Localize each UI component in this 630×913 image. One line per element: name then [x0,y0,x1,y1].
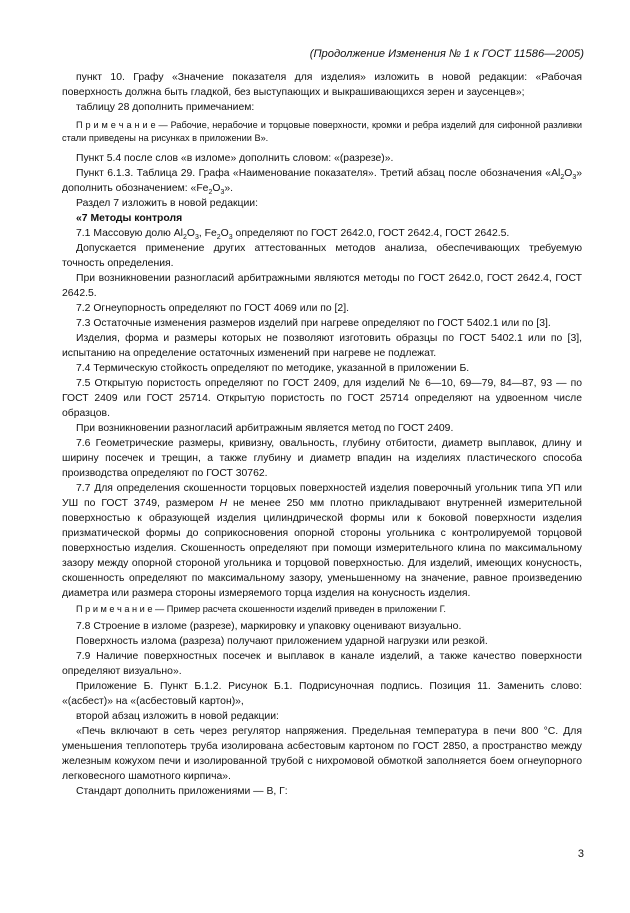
paragraph: 7.6 Геометрические размеры, кривизну, овальность, глубину отбитости, диаметр выплавок, длину и ширину посечек и трещин, а также глубину и диаметр впадин на изделиях пластического способа производства определяют по ГОСТ 30762. [62,438,582,479]
note-text: — Пример расчета скошенности изделий приведен в приложении Г. [152,604,446,614]
paragraph: 7.1 Массовую долю $Al_2O_3$, $Fe_2O_3$ определяют по ГОСТ 2642.0, ГОСТ 2642.4, ГОСТ 2642.5. [76,228,510,242]
paragraph: Пункт 5.4 после слов «в изломе» дополнить словом: «(разрезе)». [76,153,394,164]
paragraph: Приложение Б. Пункт Б.1.2. Рисунок Б.1. Подрисуночная подпись. Позиция 11. Заменить слово: «(асбест)» на «(асбестовый картон)», [62,681,582,707]
note-label: П р и м е ч а н и е [76,604,153,614]
running-header: (Продолжение Изменения № 1 к ГОСТ 11586—2005) [309,48,584,60]
paragraph: 7.4 Термическую стойкость определяют по методике, указанной в приложении Б. [76,363,470,374]
note-label: П р и м е ч а н и е [76,120,156,130]
note [62,119,582,145]
paragraph: Поверхность излома (разреза) получают приложением ударной нагрузки или резкой. [76,636,488,647]
paragraph: Изделия, форма и размеры которых не позволяют изготовить образцы по ГОСТ 5402.1 или по [3], испытанию на определение остаточных изменений при нагреве не подлежат. [62,333,582,359]
paragraph: 7.2 Огнеупорность определяют по ГОСТ 4069 или по [2]. [76,303,349,314]
paragraph: 7.7 Для определения скошенности торцовых поверхностей изделия поверочный угольник типа УП или УШ по ГОСТ 3749, размером Н не менее 250 мм плотно прикладывают внутренней измерительной поверхностью к образующей изделия цилиндрической формы или к боковой поверхности изделия призматической формы до соприкосновения опорной стороны угольника с контролируемой торцовой поверхностью изделия. Скошенность определяют при помощи измерительного клина по максимальному зазору между опорной стороной угольника и торцовой поверхностью. Для изделий, имеющих конусность, скошенность определяют по максимальному зазору, уменьшенному на значение, равное произведению диаметра или размера стороны измеряемого торца изделия на конусность изделия. [62,483,582,599]
paragraph: второй абзац изложить в новой редакции: [76,711,279,722]
paragraph: Стандарт дополнить приложениями — В, Г: [76,786,288,797]
paragraph: Допускается применение других аттестованных методов анализа, обеспечивающих требуемую точность определения. [62,243,582,269]
note-text: — Рабочие, нерабочие и торцовые поверхности, кромки и ребра изделий для сифонной разливки стали приведены на рисунках в приложении В». [62,120,582,143]
section-heading: «7 Методы контроля [76,213,183,224]
document-body [62,70,582,799]
page-number: 3 [577,848,584,860]
paragraph: «Печь включают в сеть через регулятор напряжения. Предельная температура в печи 800 °С. Для уменьшения теплопотерь труба изолирована асбестовым картоном по ГОСТ 2850, а пространство между железным кожухом печи и изолированной трубой с нихромовой обмоткой заполняется боем огнеупорного легковесного шамотного кирпича». [62,726,582,782]
paragraph: При возникновении разногласий арбитражными являются методы по ГОСТ 2642.0, ГОСТ 2642.4, ГОСТ 2642.5. [62,273,582,299]
paragraph: Пункт 6.1.3. Таблица 29. Графа «Наименование показателя». Третий абзац после обозначения «$Al_2O_3$» дополнить обозначением: «$Fe_2O_3$». [62,168,582,197]
paragraph: 7.9 Наличие поверхностных посечек и выплавок в канале изделий, а также качество поверхности определяют визуально». [62,651,582,677]
paragraph: При возникновении разногласий арбитражным является метод по ГОСТ 2409. [76,423,454,434]
paragraph: 7.5 Открытую пористость определяют по ГОСТ 2409, для изделий № 6—10, 69—79, 84—87, 93 — по ГОСТ 2409 или ГОСТ 25714. Открытую пористость по ГОСТ 25714 определяют на удвоенном числе образцов. [62,378,582,419]
paragraph: пункт 10. Графу «Значение показателя для изделия» изложить в новой редакции: «Рабочая поверхность должна быть гладкой, без выступающих и выкрашивающихся зерен и заусенцев»; [62,72,582,98]
paragraph: 7.3 Остаточные изменения размеров изделий при нагреве определяют по ГОСТ 5402.1 или по [3]. [76,318,551,329]
note [62,603,582,616]
paragraph: 7.8 Строение в изломе (разрезе), маркировку и упаковку оценивают визуально. [76,621,462,632]
paragraph: Раздел 7 изложить в новой редакции: [76,198,258,209]
paragraph: таблицу 28 дополнить примечанием: [76,102,255,113]
